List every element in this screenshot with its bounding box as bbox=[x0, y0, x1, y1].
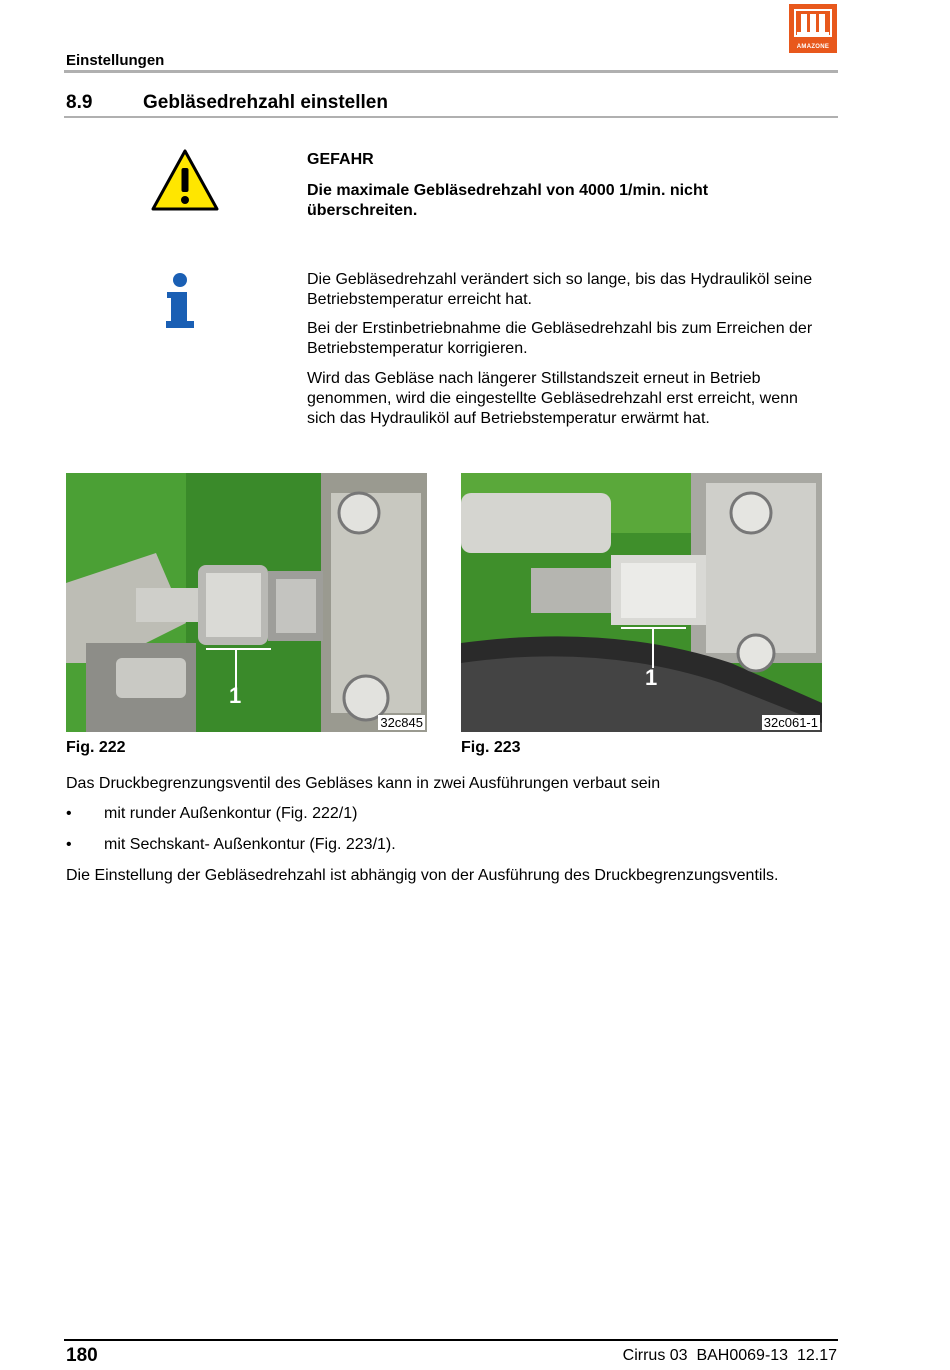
heading-rule bbox=[64, 116, 838, 118]
info-paragraph-1: Die Gebläsedrehzahl verändert sich so lange, bis das Hydrauliköl seine Betriebstemperatur erreicht hat. bbox=[307, 271, 813, 308]
bullet-text: mit runder Außenkontur (Fig. 222/1) bbox=[104, 805, 358, 822]
warning-triangle-icon bbox=[150, 148, 220, 212]
section-number: 8.9 bbox=[66, 92, 93, 113]
amazone-logo bbox=[789, 4, 837, 53]
page-number: 180 bbox=[66, 1345, 98, 1366]
bullet-dot: • bbox=[66, 805, 72, 822]
info-icon bbox=[165, 273, 195, 329]
body-intro: Das Druckbegrenzungsventil des Gebläses kann in zwei Ausführungen verbaut sein bbox=[66, 775, 661, 792]
info-paragraph-3: Wird das Gebläse nach längerer Stillstandszeit erneut in Betrieb genommen, wird die eingestellte Gebläsedrehzahl erst erreicht, wenn sich das Hydrauliköl auf Betriebstemperatur erwärmt hat. bbox=[307, 370, 798, 427]
danger-text: Die maximale Gebläsedrehzahl von 4000 1/min. nicht überschreiten. bbox=[307, 182, 709, 219]
bullet-text: mit Sechskant- Außenkontur (Fig. 223/1). bbox=[104, 836, 396, 853]
logo-mark-icon bbox=[789, 4, 837, 44]
footer-doc-info: Cirrus 03 BAH0069-13 12.17 bbox=[622, 1347, 837, 1364]
figure-222-caption: Fig. 222 bbox=[66, 739, 126, 756]
footer-rule bbox=[64, 1339, 838, 1341]
figure-223-code: 32c061-1 bbox=[763, 715, 818, 730]
logo-text: AMAZONE bbox=[796, 44, 830, 50]
info-paragraph-2: Bei der Erstinbetriebnahme die Gebläsedrehzahl bis zum Erreichen der Betriebstemperatur korrigieren. bbox=[307, 320, 813, 357]
body-outro: Die Einstellung der Gebläsedrehzahl ist abhängig von der Ausführung des Druckbegrenzungsventils. bbox=[66, 867, 779, 884]
figure-222-callout: 1 bbox=[229, 683, 242, 708]
bullet-dot: • bbox=[66, 836, 72, 853]
danger-label: GEFAHR bbox=[307, 151, 374, 168]
figure-222-photo bbox=[66, 473, 427, 732]
running-header-section: Einstellungen bbox=[66, 52, 165, 69]
figure-223-caption: Fig. 223 bbox=[461, 739, 521, 756]
figure-223-photo bbox=[461, 473, 822, 732]
figure-223-callout: 1 bbox=[645, 665, 658, 690]
figure-222-code: 32c845 bbox=[380, 715, 423, 730]
section-title: Gebläsedrehzahl einstellen bbox=[143, 92, 388, 113]
header-rule bbox=[64, 70, 838, 73]
